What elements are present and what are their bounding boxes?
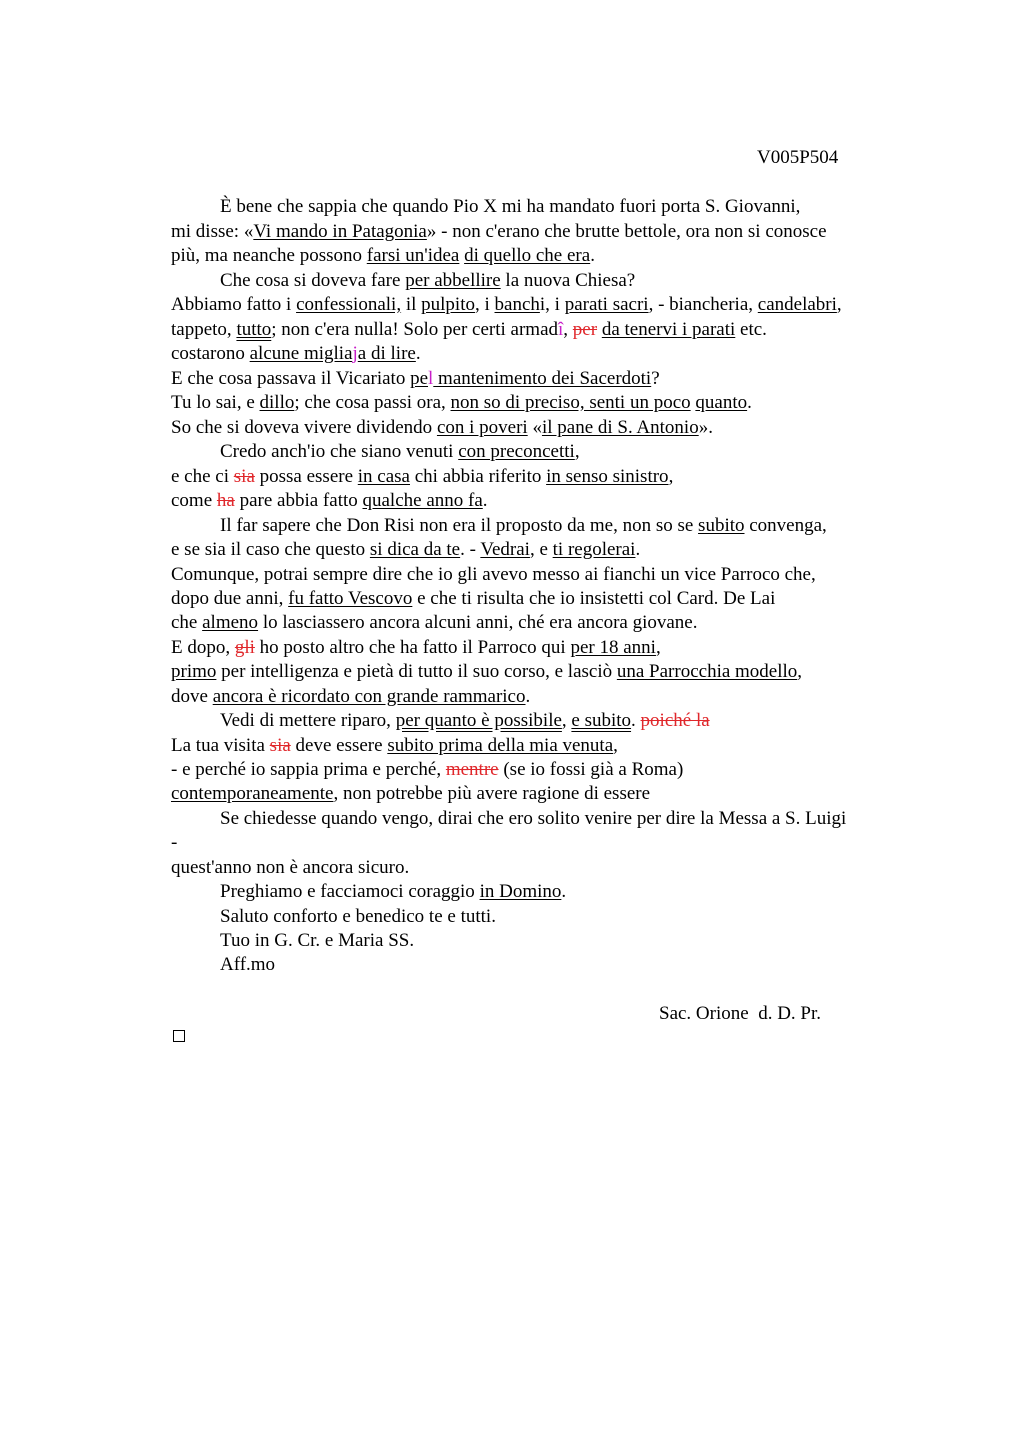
- text-run: deve essere: [290, 735, 388, 756]
- text-line: [171, 831, 177, 855]
- text-run: ».: [698, 417, 713, 438]
- text-run: e che ti risulta che io insistetti col Card. De Lai: [412, 588, 776, 609]
- text-run: Che cosa si doveva fare: [220, 270, 406, 291]
- underlined-text: Vedrai: [480, 539, 530, 560]
- text-line: [171, 734, 618, 758]
- text-run: Se chiedesse quando vengo, dirai che ero solito venire per dire la Messa a S. Luigi: [220, 808, 847, 829]
- text-line: [220, 195, 800, 219]
- underlined-text: Vi mando in Patagonia: [253, 221, 427, 242]
- text-run: E che cosa passava il Vicariato: [171, 368, 411, 389]
- underlined-text: in senso sinistro: [546, 466, 669, 487]
- text-run: ,: [563, 319, 573, 340]
- text-line: [171, 538, 640, 562]
- text-line: [171, 244, 595, 268]
- underlined-text: il pane di S. Antonio: [541, 417, 699, 438]
- text-line: [171, 416, 713, 440]
- deleted-text: poiché la: [640, 710, 710, 731]
- underlined-text: da tenervi i parati: [601, 319, 736, 340]
- text-run: È bene che sappia che quando Pio X mi ha mandato fuori porta S. Giovanni,: [220, 196, 801, 217]
- text-run: e se sia il caso che questo: [171, 539, 370, 560]
- text-run: Preghiamo e facciamoci coraggio: [220, 881, 480, 902]
- text-run: Abbiamo fatto i: [171, 294, 297, 315]
- text-run: .: [747, 392, 752, 413]
- double-underlined-text: e subito: [571, 710, 632, 731]
- underlined-text: quanto: [695, 392, 748, 413]
- text-line: [171, 220, 827, 244]
- text-run: costarono: [171, 343, 250, 364]
- text-run: lo lasciassero ancora alcuni anni, ché era ancora giovane.: [258, 612, 698, 633]
- text-run: .: [590, 245, 595, 266]
- text-run: mi disse: «: [171, 221, 254, 242]
- text-run: più, ma neanche possono: [171, 245, 367, 266]
- underlined-text: si dica da te: [369, 539, 461, 560]
- text-line: [220, 807, 846, 831]
- text-line: [171, 342, 421, 366]
- text-run: .: [415, 343, 421, 364]
- double-underlined-text: per quanto è possibile: [395, 710, 562, 731]
- text-run: La tua visita: [171, 735, 270, 756]
- double-underlined-text: tutto: [236, 319, 272, 340]
- text-run: . -: [460, 539, 481, 560]
- inserted-text: j: [352, 343, 358, 364]
- underlined-text: mantenimento dei Sacerdoti: [433, 368, 652, 389]
- text-run: ,: [836, 294, 842, 315]
- underlined-text: di quello che era: [464, 245, 591, 266]
- underlined-text: farsi un'idea: [366, 245, 460, 266]
- underlined-text: in Domino: [479, 881, 562, 902]
- text-line: [171, 636, 661, 660]
- text-line: [171, 318, 767, 342]
- text-line: [171, 465, 673, 489]
- underlined-text: qualche anno fa: [362, 490, 483, 511]
- text-run: dove: [171, 686, 213, 707]
- deleted-text: per: [572, 319, 598, 340]
- underlined-text: per 18 anni: [570, 637, 656, 658]
- text-run: » - non c'erano che brutte bettole, ora non si conosce: [426, 221, 827, 242]
- underlined-text: a di lire: [357, 343, 416, 364]
- text-line: [171, 856, 409, 880]
- deleted-text: mentre: [445, 759, 499, 780]
- text-run: pare abbia fatto: [234, 490, 363, 511]
- text-run: ,: [668, 466, 674, 487]
- text-run: So che si doveva vivere dividendo: [171, 417, 437, 438]
- underlined-text: parati sacri: [564, 294, 649, 315]
- inserted-text: î: [558, 319, 564, 340]
- deleted-text: sia: [269, 735, 291, 756]
- text-line: [171, 782, 650, 806]
- text-run: la nuova Chiesa?: [500, 270, 636, 291]
- text-run: come: [171, 490, 217, 511]
- text-run: ,: [655, 637, 661, 658]
- deleted-text: sia: [233, 466, 255, 487]
- text-run: quest'anno non è ancora sicuro.: [171, 857, 410, 878]
- text-run: ,: [561, 710, 572, 731]
- text-line: [171, 391, 752, 415]
- underlined-text: fu fatto Vescovo: [288, 588, 413, 609]
- text-run: (se io fossi già a Roma): [498, 759, 684, 780]
- text-run: , - biancheria,: [648, 294, 758, 315]
- text-run: Tu lo sai, e: [171, 392, 260, 413]
- text-line: [171, 587, 775, 611]
- underlined-text: non so di preciso, senti un poco: [450, 392, 691, 413]
- text-run: - e perché io sappia prima e perché,: [171, 759, 446, 780]
- text-line: [171, 293, 842, 317]
- text-run: ,: [613, 735, 618, 756]
- text-run: , e: [529, 539, 553, 560]
- text-run: ?: [651, 368, 660, 389]
- text-line: [171, 611, 697, 635]
- text-run: .: [635, 539, 641, 560]
- checkbox-square-icon: [173, 1030, 185, 1042]
- underlined-text: ti regolerai: [552, 539, 636, 560]
- text-run: possa essere: [254, 466, 358, 487]
- text-run: dopo due anni,: [171, 588, 289, 609]
- text-line: [171, 367, 660, 391]
- text-run: E dopo,: [171, 637, 235, 658]
- text-run: ,: [574, 441, 580, 462]
- text-run: etc.: [735, 319, 767, 340]
- text-run: il: [401, 294, 422, 315]
- text-line: [171, 563, 816, 587]
- text-run: e che ci: [171, 466, 234, 487]
- text-run: per intelligenza e pietà di tutto il suo corso, e lasciò: [216, 661, 617, 682]
- text-run: Saluto conforto e benedico te e tutti.: [220, 906, 496, 927]
- text-run: , non potrebbe più avere ragione di essere: [333, 783, 651, 804]
- underlined-text: pe: [410, 368, 429, 389]
- underlined-text: dillo: [259, 392, 295, 413]
- text-run: .: [525, 686, 531, 707]
- text-run: «: [527, 417, 542, 438]
- text-line: [220, 440, 580, 464]
- text-run: ho posto altro che ha fatto il Parroco qui: [254, 637, 571, 658]
- underlined-text: confessionali,: [296, 294, 402, 315]
- underlined-text: alcune miglia: [249, 343, 353, 364]
- text-run: che: [171, 612, 203, 633]
- text-run: Aff.mo: [220, 954, 276, 975]
- signature: Sac. Orione d. D. Pr.: [659, 1003, 822, 1024]
- text-run: ,: [797, 661, 803, 682]
- underlined-text: contemporaneamente: [171, 783, 334, 804]
- deleted-text: gli: [234, 637, 255, 658]
- underlined-text: subito prima della mia venuta: [387, 735, 614, 756]
- text-run: chi abbia riferito: [410, 466, 547, 487]
- underlined-text: pulpito: [421, 294, 475, 315]
- text-run: Il far sapere che Don Risi non era il proposto da me, non so se: [220, 515, 699, 536]
- text-line: [220, 880, 566, 904]
- underlined-text: candelabri: [757, 294, 837, 315]
- text-line: [220, 269, 635, 293]
- underlined-text: ancora è ricordato con grande rammarico: [212, 686, 526, 707]
- text-line: [171, 489, 488, 513]
- underlined-text: in casa: [357, 466, 410, 487]
- text-line: [171, 660, 802, 684]
- text-line: [220, 905, 496, 929]
- text-run: .: [631, 710, 641, 731]
- text-run: Comunque, potrai sempre dire che io gli avevo messo ai fianchi un vice Parroco che,: [171, 564, 816, 585]
- text-line: [220, 514, 827, 538]
- underlined-text: per abbellire: [405, 270, 501, 291]
- text-run: i, i: [539, 294, 565, 315]
- underlined-text: con preconcetti: [458, 441, 575, 462]
- inserted-text: l: [428, 368, 434, 389]
- text-run: Tuo in G. Cr. e Maria SS.: [220, 930, 415, 951]
- underlined-text: primo: [171, 661, 217, 682]
- text-run: -: [171, 832, 178, 853]
- underlined-text: banch: [494, 294, 540, 315]
- text-line: [220, 709, 710, 733]
- text-line: [171, 758, 683, 782]
- text-run: Vedi di mettere riparo,: [220, 710, 396, 731]
- underlined-text: subito: [698, 515, 745, 536]
- underlined-text: con i poveri: [436, 417, 528, 438]
- text-run: tappeto,: [171, 319, 237, 340]
- text-run: ; che cosa passi ora,: [294, 392, 451, 413]
- text-line: [220, 953, 275, 977]
- text-run: , i: [474, 294, 495, 315]
- underlined-text: una Parrocchia modello: [616, 661, 798, 682]
- text-run: ; non c'era nulla! Solo per certi armad: [271, 319, 559, 340]
- deleted-text: ha: [216, 490, 235, 511]
- text-line: [171, 685, 530, 709]
- text-run: .: [482, 490, 488, 511]
- text-line: [220, 929, 414, 953]
- underlined-text: almeno: [202, 612, 259, 633]
- page-identifier: V005P504: [757, 147, 839, 168]
- text-run: .: [561, 881, 567, 902]
- text-run: convenga,: [744, 515, 827, 536]
- text-run: Credo anch'io che siano venuti: [220, 441, 459, 462]
